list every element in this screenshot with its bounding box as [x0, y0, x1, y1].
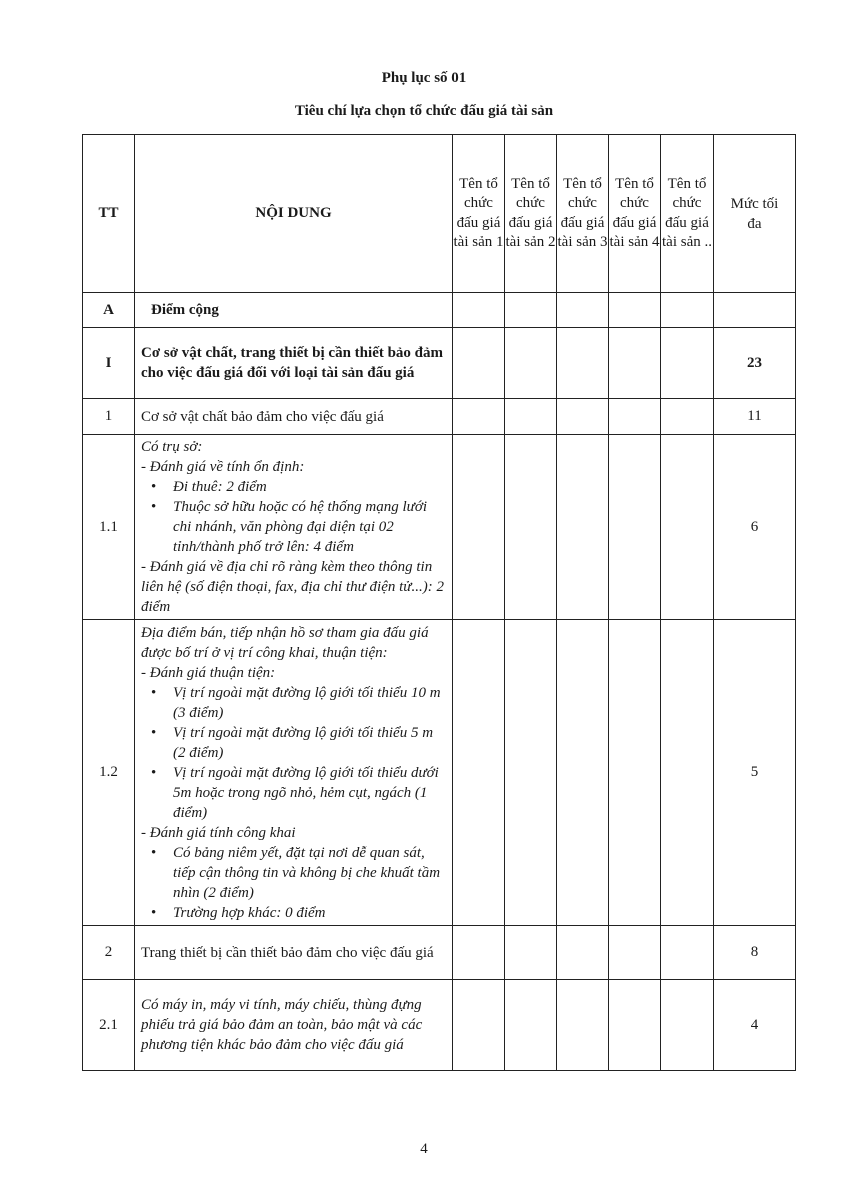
- criteria-bullets: [141, 477, 446, 557]
- page-number: 4: [420, 1141, 428, 1157]
- table-row: [83, 620, 796, 926]
- table-row: [83, 293, 796, 328]
- table-row: [83, 399, 796, 435]
- document-subtitle: Tiêu chí lựa chọn tổ chức đấu giá tài sản: [294, 103, 554, 119]
- row-tt: 1.1: [83, 435, 135, 620]
- score-cell: [609, 328, 661, 399]
- score-cell: [557, 293, 609, 328]
- score-cell: [453, 980, 505, 1071]
- criteria-line: - Đánh giá về địa chỉ rõ ràng kèm theo thông tin liên hệ (số điện thoại, fax, địa chỉ thư điện tử...): 2 điểm: [141, 559, 444, 615]
- score-cell: [661, 328, 714, 399]
- row-content: [135, 620, 453, 926]
- row-tt: 1: [83, 399, 135, 435]
- row-tt: A: [83, 293, 135, 328]
- header-org-4: Tên tổ chức đấu giá tài sản 4: [609, 135, 661, 293]
- score-cell: [505, 328, 557, 399]
- row-content: Cơ sở vật chất, trang thiết bị cần thiết bảo đảm cho việc đấu giá đối với loại tài sản đấu giá: [135, 328, 453, 399]
- score-cell: [557, 435, 609, 620]
- score-cell: [661, 620, 714, 926]
- criteria-intro: Địa điểm bán, tiếp nhận hồ sơ tham gia đấu giá được bố trí ở vị trí công khai, thuận tiện:: [141, 624, 429, 661]
- row-tt: I: [83, 328, 135, 399]
- score-cell: [557, 399, 609, 435]
- score-cell: [661, 926, 714, 980]
- score-cell: [557, 980, 609, 1071]
- header-tt: TT: [83, 135, 135, 293]
- score-cell: [609, 620, 661, 926]
- row-max: 8: [714, 926, 796, 980]
- row-content: Trang thiết bị cần thiết bảo đảm cho việc đấu giá: [135, 926, 453, 980]
- table-row: [83, 328, 796, 399]
- row-max: 11: [714, 399, 796, 435]
- header-org-5: Tên tổ chức đấu giá tài sản ..: [661, 135, 714, 293]
- header-content: NỘI DUNG: [135, 135, 453, 293]
- criteria-bullet: • Vị trí ngoài mặt đường lộ giới tối thiểu 10 m (3 điểm): [173, 683, 446, 723]
- criteria-bullet: • Có bảng niêm yết, đặt tại nơi dễ quan sát, tiếp cận thông tin và không bị che khuất tầm nhìn (2 điểm): [173, 843, 446, 903]
- score-cell: [453, 328, 505, 399]
- score-cell: [453, 435, 505, 620]
- row-max: 23: [714, 328, 796, 399]
- score-cell: [609, 399, 661, 435]
- score-cell: [661, 980, 714, 1071]
- score-cell: [609, 435, 661, 620]
- criteria-bullets: [141, 683, 446, 823]
- score-cell: [609, 926, 661, 980]
- table-row: [83, 926, 796, 980]
- header-org-3: Tên tổ chức đấu giá tài sản 3: [557, 135, 609, 293]
- score-cell: [609, 980, 661, 1071]
- header-row: [83, 135, 796, 293]
- score-cell: [661, 435, 714, 620]
- criteria-line: - Đánh giá thuận tiện:: [141, 664, 276, 681]
- score-cell: [609, 293, 661, 328]
- score-cell: [453, 926, 505, 980]
- header-org-2: Tên tổ chức đấu giá tài sản 2: [505, 135, 557, 293]
- score-cell: [505, 293, 557, 328]
- score-cell: [661, 399, 714, 435]
- row-content: Có máy in, máy vi tính, máy chiếu, thùng đựng phiếu trả giá bảo đảm an toàn, bảo mật và các phương tiện khác bảo đảm cho việc đấu giá: [135, 980, 453, 1071]
- criteria-bullet: • Trường hợp khác: 0 điểm: [173, 903, 446, 923]
- header-org-1: Tên tổ chức đấu giá tài sản 1: [453, 135, 505, 293]
- row-tt: 2.1: [83, 980, 135, 1071]
- criteria-bullet: • Thuộc sở hữu hoặc có hệ thống mạng lưới chi nhánh, văn phòng đại diện tại 02 tỉnh/thành phố trở lên: 4 điểm: [173, 497, 446, 557]
- score-cell: [453, 399, 505, 435]
- row-tt: 1.2: [83, 620, 135, 926]
- criteria-intro: Có trụ sở:: [141, 439, 203, 455]
- score-cell: [557, 328, 609, 399]
- score-cell: [453, 620, 505, 926]
- row-tt: 2: [83, 926, 135, 980]
- score-cell: [505, 980, 557, 1071]
- row-content: Cơ sở vật chất bảo đảm cho việc đấu giá: [135, 399, 453, 435]
- row-max: 6: [714, 435, 796, 620]
- row-content: [135, 435, 453, 620]
- score-cell: [453, 293, 505, 328]
- criteria-line: - Đánh giá về tính ổn định:: [141, 459, 305, 475]
- row-max: 5: [714, 620, 796, 926]
- score-cell: [557, 620, 609, 926]
- score-cell: [661, 293, 714, 328]
- criteria-bullets: [141, 843, 446, 923]
- table-row: [83, 435, 796, 620]
- row-max: [714, 293, 796, 328]
- score-cell: [505, 435, 557, 620]
- row-max: 4: [714, 980, 796, 1071]
- score-cell: [505, 926, 557, 980]
- row-content: Điểm cộng: [135, 293, 453, 328]
- criteria-line: - Đánh giá tính công khai: [141, 824, 296, 841]
- appendix-title: Phụ lục số 01: [381, 70, 467, 86]
- criteria-table: [82, 134, 796, 1071]
- score-cell: [505, 399, 557, 435]
- score-cell: [557, 926, 609, 980]
- criteria-bullet: • Đi thuê: 2 điểm: [173, 477, 446, 497]
- criteria-bullet: • Vị trí ngoài mặt đường lộ giới tối thiểu 5 m (2 điểm): [173, 723, 446, 763]
- header-max: Mức tối đa: [714, 135, 796, 293]
- score-cell: [505, 620, 557, 926]
- criteria-bullet: • Vị trí ngoài mặt đường lộ giới tối thiểu dưới 5m hoặc trong ngõ nhỏ, hẻm cụt, ngách (1 điểm): [173, 763, 446, 823]
- table-row: [83, 980, 796, 1071]
